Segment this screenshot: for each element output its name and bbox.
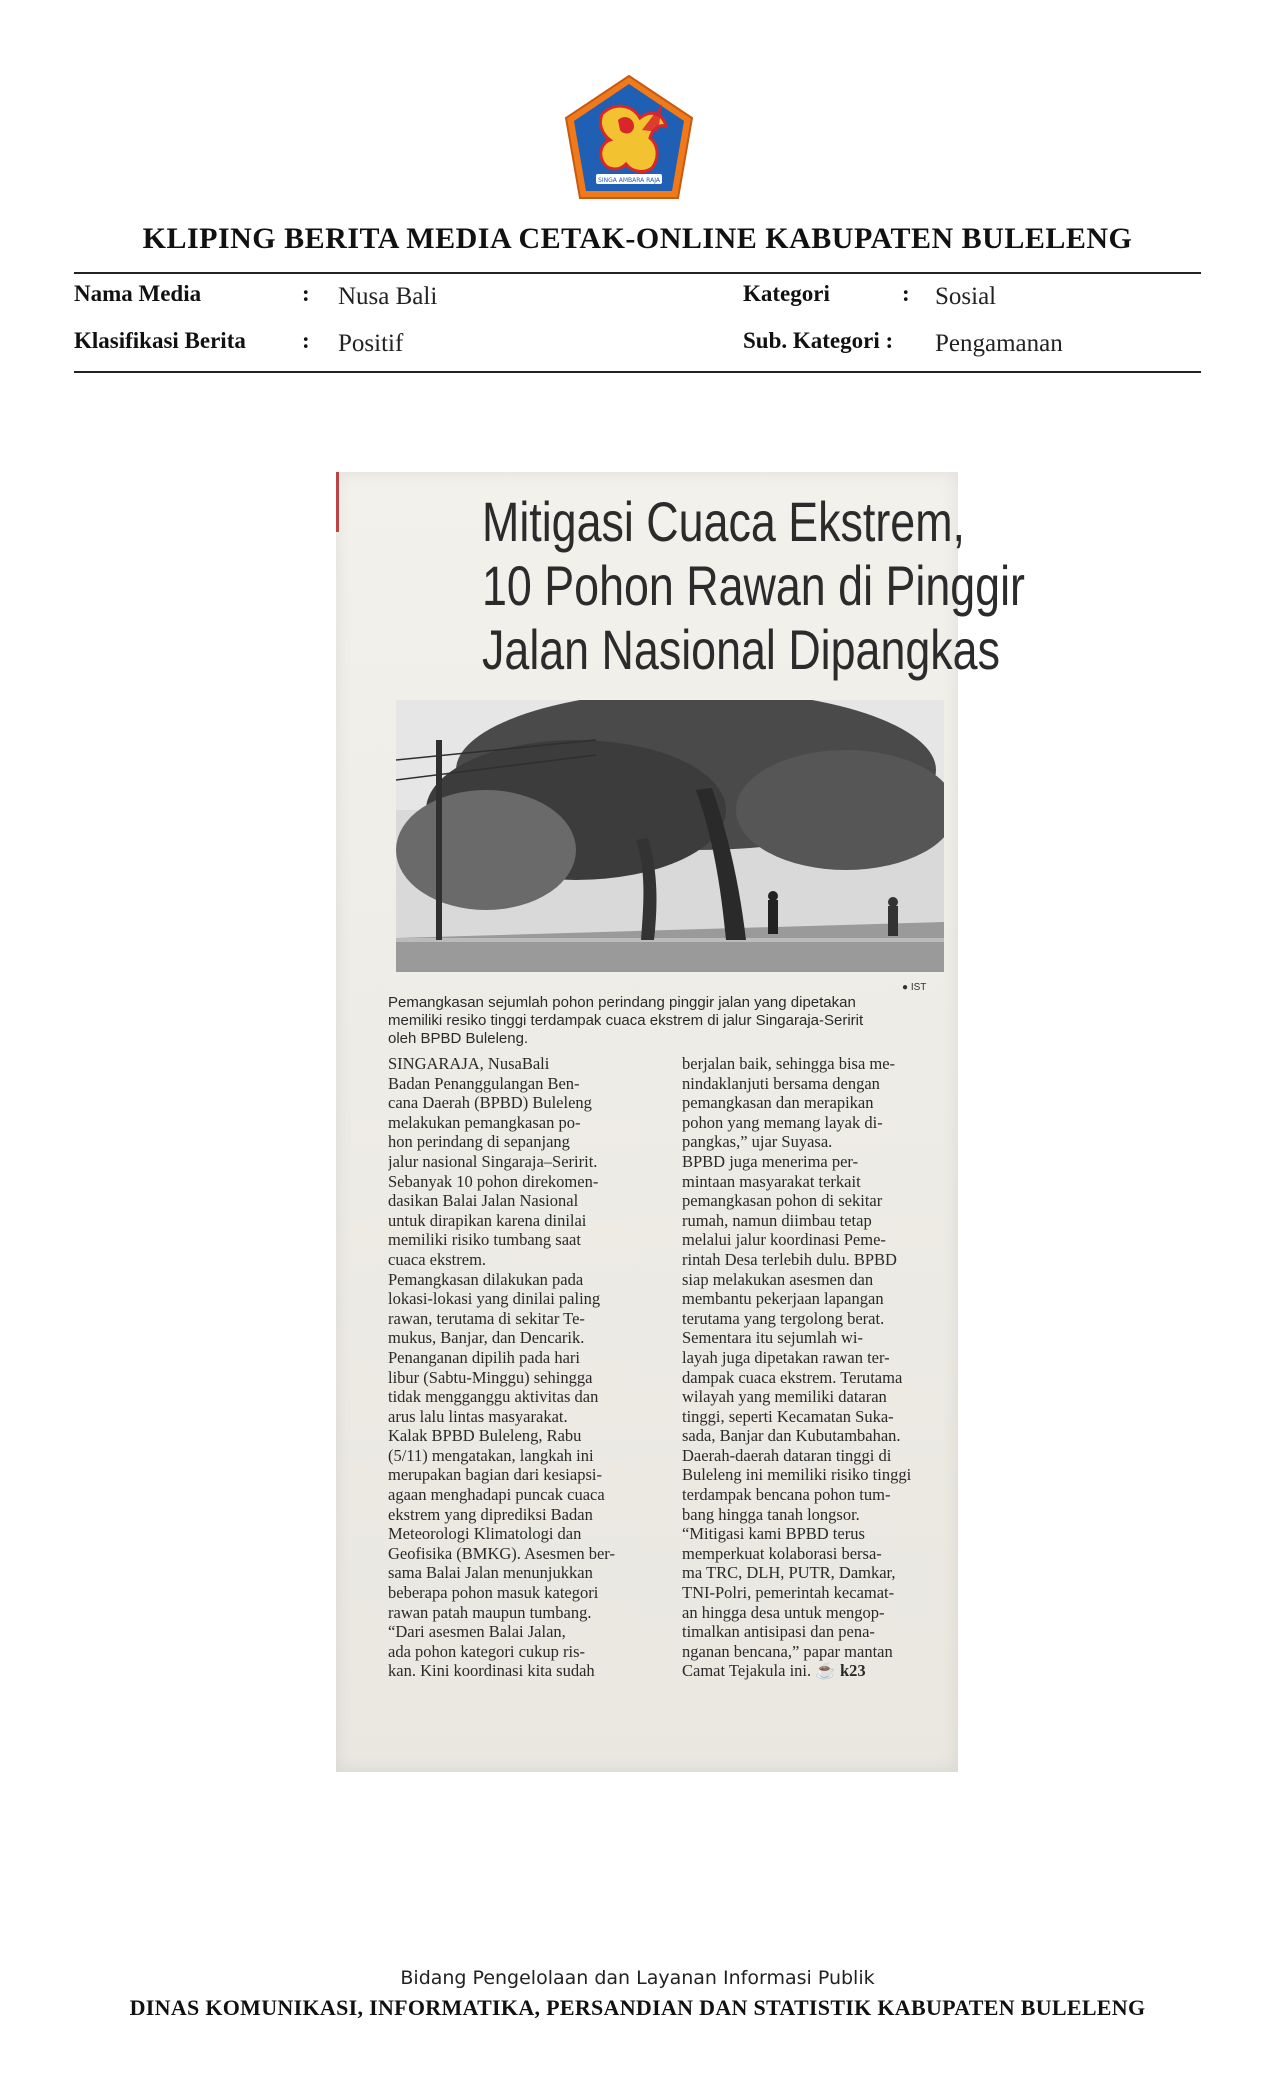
article-line: wilayah yang memiliki dataran: [682, 1387, 887, 1407]
article-line: rintah Desa terlebih dulu. BPBD: [682, 1249, 897, 1269]
article-line: nganan bencana,” papar mantan: [682, 1641, 893, 1661]
article-line: rumah, namun diimbau tetap: [682, 1210, 872, 1230]
article-line: merupakan bagian dari kesiapsi-: [388, 1465, 602, 1485]
article-line: Buleleng ini memiliki risiko tinggi: [682, 1465, 912, 1485]
article-line: layah juga dipetakan rawan ter-: [682, 1347, 890, 1367]
article-photo: [396, 700, 944, 972]
article-line: siap melakukan asesmen dan: [682, 1269, 874, 1289]
article-line: tinggi, seperti Kecamatan Suka-: [682, 1406, 894, 1426]
caption-line: Pemangkasan sejumlah pohon perindang pinggir jalan yang dipetakan: [388, 994, 856, 1011]
article-line: Meteorologi Klimatologi dan: [388, 1524, 582, 1544]
article-line: BPBD juga menerima per-: [682, 1151, 859, 1171]
article-line: Penanganan dipilih pada hari: [388, 1347, 580, 1367]
article-column-right: [682, 1054, 960, 1681]
article-line: pemangkasan dan merapikan: [682, 1093, 874, 1113]
kategori-label: Kategori: [743, 281, 830, 306]
article-line: Camat Tejakula ini.: [682, 1661, 812, 1681]
article-line: sada, Banjar dan Kubutambahan.: [682, 1426, 901, 1446]
kategori-colon: :: [902, 281, 910, 306]
article-line: hon perindang di sepanjang: [388, 1132, 570, 1152]
article-line: libur (Sabtu-Minggu) sehingga: [388, 1367, 593, 1387]
newspaper-clipping: [336, 472, 1025, 1772]
article-line: an hingga desa untuk mengop-: [682, 1602, 885, 1622]
caption-line: oleh BPBD Buleleng.: [388, 1030, 529, 1047]
article-line: mintaan masyarakat terkait: [682, 1171, 861, 1191]
divider-top: [74, 272, 1201, 274]
klasifikasi-value: Positif: [338, 330, 404, 357]
clip-edge: [336, 472, 339, 532]
headline-line-1: Mitigasi Cuaca Ekstrem,: [482, 490, 965, 553]
article-line: berjalan baik, sehingga bisa me-: [682, 1054, 896, 1073]
article-line: Sementara itu sejumlah wi-: [682, 1328, 863, 1348]
article-line: rawan patah maupun tumbang.: [388, 1602, 592, 1622]
sub-kategori-label: Sub. Kategori :: [743, 328, 894, 353]
article-line: Badan Penanggulangan Ben-: [388, 1073, 580, 1093]
article-line: ma TRC, DLH, PUTR, Damkar,: [682, 1563, 896, 1583]
footer-unit: Bidang Pengelolaan dan Layanan Informasi Publik: [400, 1967, 875, 1989]
article-line: arus lalu lintas masyarakat.: [388, 1406, 568, 1426]
article-line: memperkuat kolaborasi bersa-: [682, 1543, 882, 1563]
article-line: untuk dirapikan karena dinilai: [388, 1210, 587, 1230]
article-line: nindaklanjuti bersama dengan: [682, 1073, 880, 1093]
article-line: lokasi-lokasi yang dinilai paling: [388, 1289, 601, 1309]
article-byline: k23: [839, 1661, 866, 1681]
article-line: pemangkasan pohon di sekitar: [682, 1191, 883, 1211]
document-title: KLIPING BERITA MEDIA CETAK-ONLINE KABUPATEN BULELENG: [142, 222, 1133, 255]
article-line: Kalak BPBD Buleleng, Rabu: [388, 1426, 582, 1446]
article-line: melalui jalur koordinasi Peme-: [682, 1230, 886, 1250]
article-line: mukus, Banjar, dan Dencarik.: [388, 1328, 585, 1348]
divider-bottom: [74, 371, 1201, 373]
article-line: jalur nasional Singaraja–Seririt.: [388, 1151, 598, 1171]
article-headline: [482, 490, 1025, 682]
article-line: “Dari asesmen Balai Jalan,: [388, 1622, 566, 1642]
article-line: pohon yang memang layak di-: [682, 1112, 883, 1132]
article-line: terdampak bencana pohon tum-: [682, 1485, 891, 1505]
headline-line-2: 10 Pohon Rawan di Pinggir: [482, 554, 1025, 617]
kategori-value: Sosial: [935, 283, 997, 310]
article-line: Geofisika (BMKG). Asesmen ber-: [388, 1543, 615, 1563]
footer-agency: DINAS KOMUNIKASI, INFORMATIKA, PERSANDIAN DAN STATISTIK KABUPATEN BULELENG: [129, 1995, 1146, 2020]
article-line: cuaca ekstrem.: [388, 1249, 487, 1269]
article-line: dasikan Balai Jalan Nasional: [388, 1191, 579, 1211]
klasifikasi-label: Klasifikasi Berita: [74, 328, 246, 353]
article-line: terutama yang tergolong berat.: [682, 1308, 885, 1328]
article-line: bang hingga tanah longsor.: [682, 1504, 860, 1524]
caption-line: memiliki resiko tinggi terdampak cuaca ekstrem di jalur Singaraja-Seririt: [388, 1012, 864, 1029]
article-line: Daerah-daerah dataran tinggi di: [682, 1445, 892, 1465]
article-line: dampak cuaca ekstrem. Terutama: [682, 1367, 903, 1387]
nama-media-label: Nama Media: [74, 281, 202, 306]
article-line: membantu pekerjaan lapangan: [682, 1289, 884, 1309]
article-line: sama Balai Jalan menunjukkan: [388, 1563, 593, 1583]
sub-kategori-value: Pengamanan: [935, 330, 1063, 357]
photo-credit: ● IST: [902, 982, 927, 993]
article-line: (5/11) mengatakan, langkah ini: [388, 1445, 594, 1465]
article-line: ada pohon kategori cukup ris-: [388, 1641, 586, 1661]
nama-media-colon: :: [302, 281, 310, 306]
article-closing-line: Camat Tejakula ini. ☕ k23: [682, 1661, 866, 1681]
klasifikasi-colon: :: [302, 328, 310, 353]
article-line: melakukan pemangkasan po-: [388, 1112, 581, 1132]
article-line: memiliki risiko tumbang saat: [388, 1230, 581, 1250]
article-line: ekstrem yang diprediksi Badan: [388, 1504, 593, 1524]
article-line: agaan menghadapi puncak cuaca: [388, 1485, 605, 1505]
article-line: SINGARAJA, NusaBali: [388, 1054, 550, 1073]
photo-caption: [388, 994, 948, 1048]
buleleng-logo: [562, 74, 696, 200]
article-line: Sebanyak 10 pohon direkomen-: [388, 1171, 599, 1191]
article-line: timalkan antisipasi dan pena-: [682, 1622, 875, 1642]
article-line: Pemangkasan dilakukan pada: [388, 1269, 584, 1289]
article-line: TNI-Polri, pemerintah kecamat-: [682, 1583, 895, 1603]
article-column-left: [388, 1054, 666, 1681]
article-line: kan. Kini koordinasi kita sudah: [388, 1661, 595, 1681]
article-line: rawan, terutama di sekitar Te-: [388, 1308, 585, 1328]
article-line: tidak mengganggu aktivitas dan: [388, 1387, 599, 1407]
nama-media-value: Nusa Bali: [338, 283, 438, 310]
logo-motto: SINGA AMBARA RAJA: [598, 177, 660, 184]
article-line: “Mitigasi kami BPBD terus: [682, 1524, 865, 1544]
article-line: beberapa pohon masuk kategori: [388, 1583, 599, 1603]
article-line: cana Daerah (BPBD) Buleleng: [388, 1093, 592, 1113]
article-line: pangkas,” ujar Suyasa.: [682, 1132, 833, 1152]
headline-line-3: Jalan Nasional Dipangkas: [482, 618, 1000, 681]
